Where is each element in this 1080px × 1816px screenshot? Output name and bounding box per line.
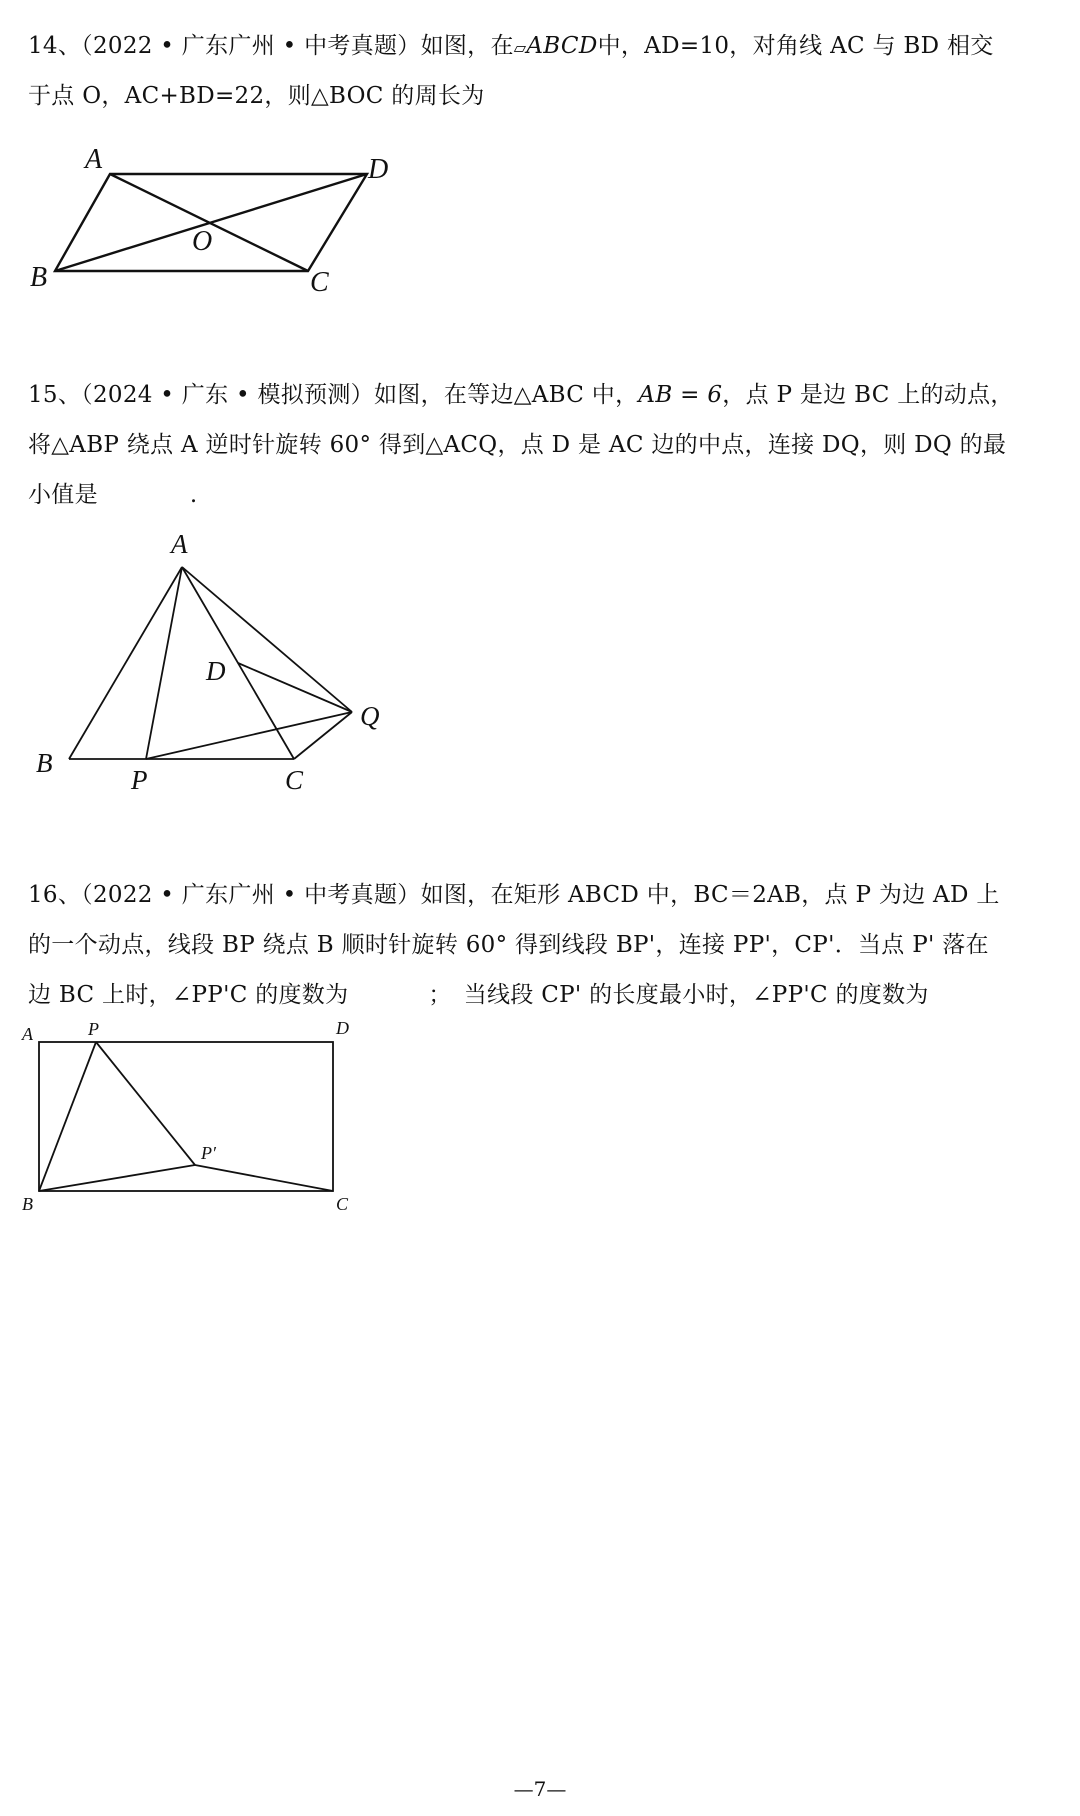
q16-segment-cp-prime xyxy=(195,1165,333,1191)
q14-label-c: C xyxy=(310,267,329,298)
q16-rectangle-diagram xyxy=(0,1015,420,1230)
q16-label-b: B xyxy=(22,1194,33,1214)
q16-label-p-prime: P′ xyxy=(201,1143,216,1163)
q14-text-part-1: 14、（2022 • 广东广州 • 中考真题）如图，在 xyxy=(28,33,514,59)
q15-segment-aq xyxy=(182,567,352,712)
q14-figure xyxy=(0,130,440,320)
q16-label-p: P xyxy=(88,1019,99,1039)
q16-figure xyxy=(0,1015,420,1230)
q16-line-2: 的一个动点，线段 BP 绕点 B 顺时针旋转 60° 得到线段 BP'，连接 PP'，CP'．当点 P' 落在 xyxy=(28,932,989,958)
q16-segment-bp xyxy=(39,1042,96,1191)
q15-label-c: C xyxy=(285,765,304,795)
q16-text-part-2: 当线段 CP' 的长度最小时，∠PP'C 的度数为 xyxy=(463,982,929,1008)
q15-label-p: P xyxy=(131,765,148,795)
q15-text-part-2: ，点 P 是边 BC 上的动点， xyxy=(722,382,1014,408)
q16-line-3 xyxy=(28,981,929,1009)
q15-segment-dq xyxy=(238,663,352,712)
q14-text-part-2: 中，AD=10，对角线 AC 与 BD 相交 xyxy=(597,33,994,59)
parallelogram-icon: ▱ xyxy=(513,38,527,57)
q16-segment-bp-prime xyxy=(39,1165,195,1191)
q14-label-b: B xyxy=(30,262,48,293)
q14-label-o: O xyxy=(192,226,213,257)
q14-label-a: A xyxy=(85,144,103,175)
q16-label-c: C xyxy=(336,1194,349,1214)
q16-label-a: A xyxy=(22,1024,33,1044)
q15-segment-ap xyxy=(146,567,182,759)
q15-ab-equation: AB = 6 xyxy=(638,382,723,408)
q15-label-d: D xyxy=(206,656,226,686)
q15-triangle-diagram xyxy=(0,520,420,810)
q16-line-1: 16、（2022 • 广东广州 • 中考真题）如图，在矩形 ABCD 中，BC＝2AB，点 P 为边 AD 上 xyxy=(28,882,1000,908)
q14-parallelogram-diagram xyxy=(0,130,440,320)
q15-period: . xyxy=(189,482,198,508)
q16-segment-pp-prime xyxy=(96,1042,195,1165)
q14-line-2: 于点 O，AC+BD=22，则△BOC 的周长为 xyxy=(28,83,485,109)
q14-line-1 xyxy=(28,32,994,62)
q15-label-q: Q xyxy=(360,701,380,731)
q15-label-b: B xyxy=(36,748,53,778)
q15-segment-pq xyxy=(146,712,352,759)
q14-label-d: D xyxy=(368,154,389,185)
q14-abcd-label: ABCD xyxy=(526,33,598,59)
page-number: —7— xyxy=(513,1777,567,1801)
q15-text-part-1: 15、（2024 • 广东 • 模拟预测）如图，在等边△ABC 中， xyxy=(28,382,639,408)
q15-segment-ab xyxy=(69,567,182,759)
q15-figure xyxy=(0,520,420,810)
q15-label-a: A xyxy=(171,529,188,559)
q15-line-2: 将△ABP 绕点 A 逆时针旋转 60° 得到△ACQ，点 D 是 AC 边的中点，连接 DQ，则 DQ 的最 xyxy=(28,432,1007,458)
q16-text-part-1: 边 BC 上时，∠PP'C 的度数为 xyxy=(28,982,349,1008)
q15-text-part-3: 小值是 xyxy=(28,482,98,508)
q16-semicolon: ； xyxy=(428,982,452,1008)
q16-rectangle-outline xyxy=(39,1042,333,1191)
q15-line-3 xyxy=(28,481,198,509)
q16-label-d: D xyxy=(336,1018,349,1038)
q15-line-1 xyxy=(28,381,1014,409)
